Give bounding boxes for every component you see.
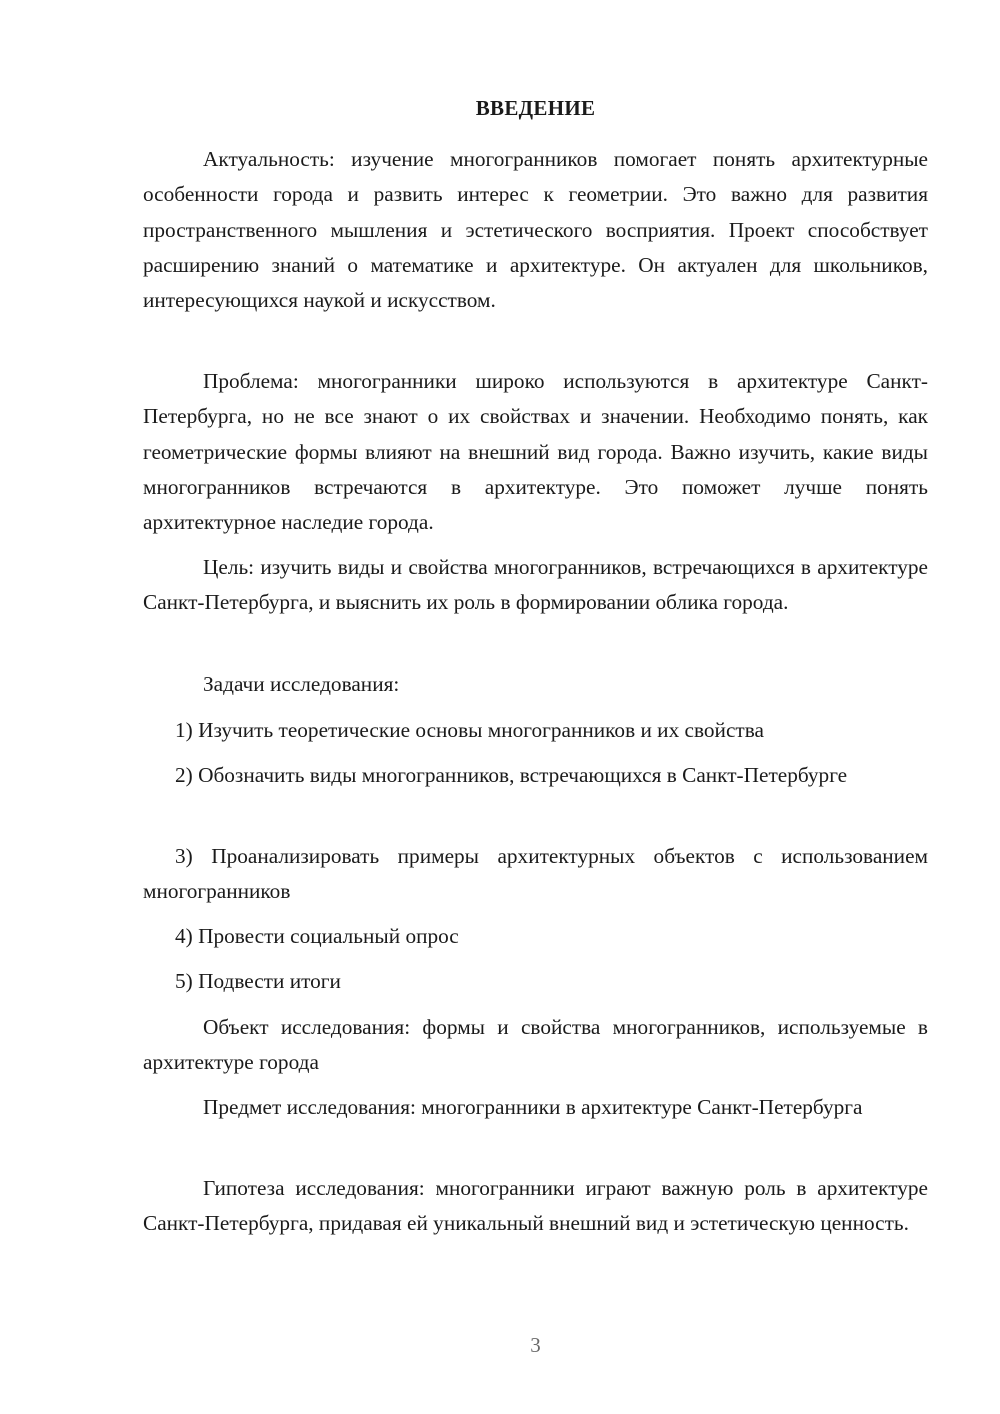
object-paragraph: Объект исследования: формы и свойства многогранников, используемые в архитектуре города — [143, 1015, 928, 1075]
task-item-1: 1) Изучить теоретические основы многогранников и их свойства — [175, 718, 764, 742]
page-number: 3 — [530, 1333, 541, 1357]
problem-paragraph: Проблема: многогранники широко используются в архитектуре Санкт-Петербурга, но не все знают о их свойствах и значении. Необходимо понять, как геометрические формы влияют на внешний вид города. Важно изучить, какие виды многогранников встречаются в архитектуре. Это поможет лучше понять архитектурное наследие города. — [143, 369, 928, 535]
section-heading: ВВЕДЕНИЕ — [475, 96, 596, 120]
task-item-5: 5) Подвести итоги — [175, 969, 341, 993]
hypothesis-paragraph: Гипотеза исследования: многогранники играют важную роль в архитектуре Санкт-Петербурга, придавая ей уникальный внешний вид и эстетическую ценность. — [143, 1176, 928, 1236]
subject-paragraph: Предмет исследования: многогранники в архитектуре Санкт-Петербурга — [203, 1095, 863, 1119]
goal-paragraph: Цель: изучить виды и свойства многогранников, встречающихся в архитектуре Санкт-Петербурга, и выяснить их роль в формировании облика города. — [143, 555, 928, 615]
relevance-paragraph: Актуальность: изучение многогранников помогает понять архитектурные особенности города и развить интерес к геометрии. Это важно для развития пространственного мышления и эстетического восприятия. Проект способствует расширению знаний о математике и архитектуре. Он актуален для школьников, интересующихся наукой и искусством. — [143, 147, 928, 313]
task-item-2: 2) Обозначить виды многогранников, встречающихся в Санкт-Петербурге — [175, 763, 848, 787]
task-item-3: 3) Проанализировать примеры архитектурных объектов с использованием многогранников — [143, 844, 928, 904]
task-item-4: 4) Провести социальный опрос — [175, 924, 459, 948]
document-page — [143, 0, 928, 1414]
tasks-intro: Задачи исследования: — [203, 672, 400, 696]
